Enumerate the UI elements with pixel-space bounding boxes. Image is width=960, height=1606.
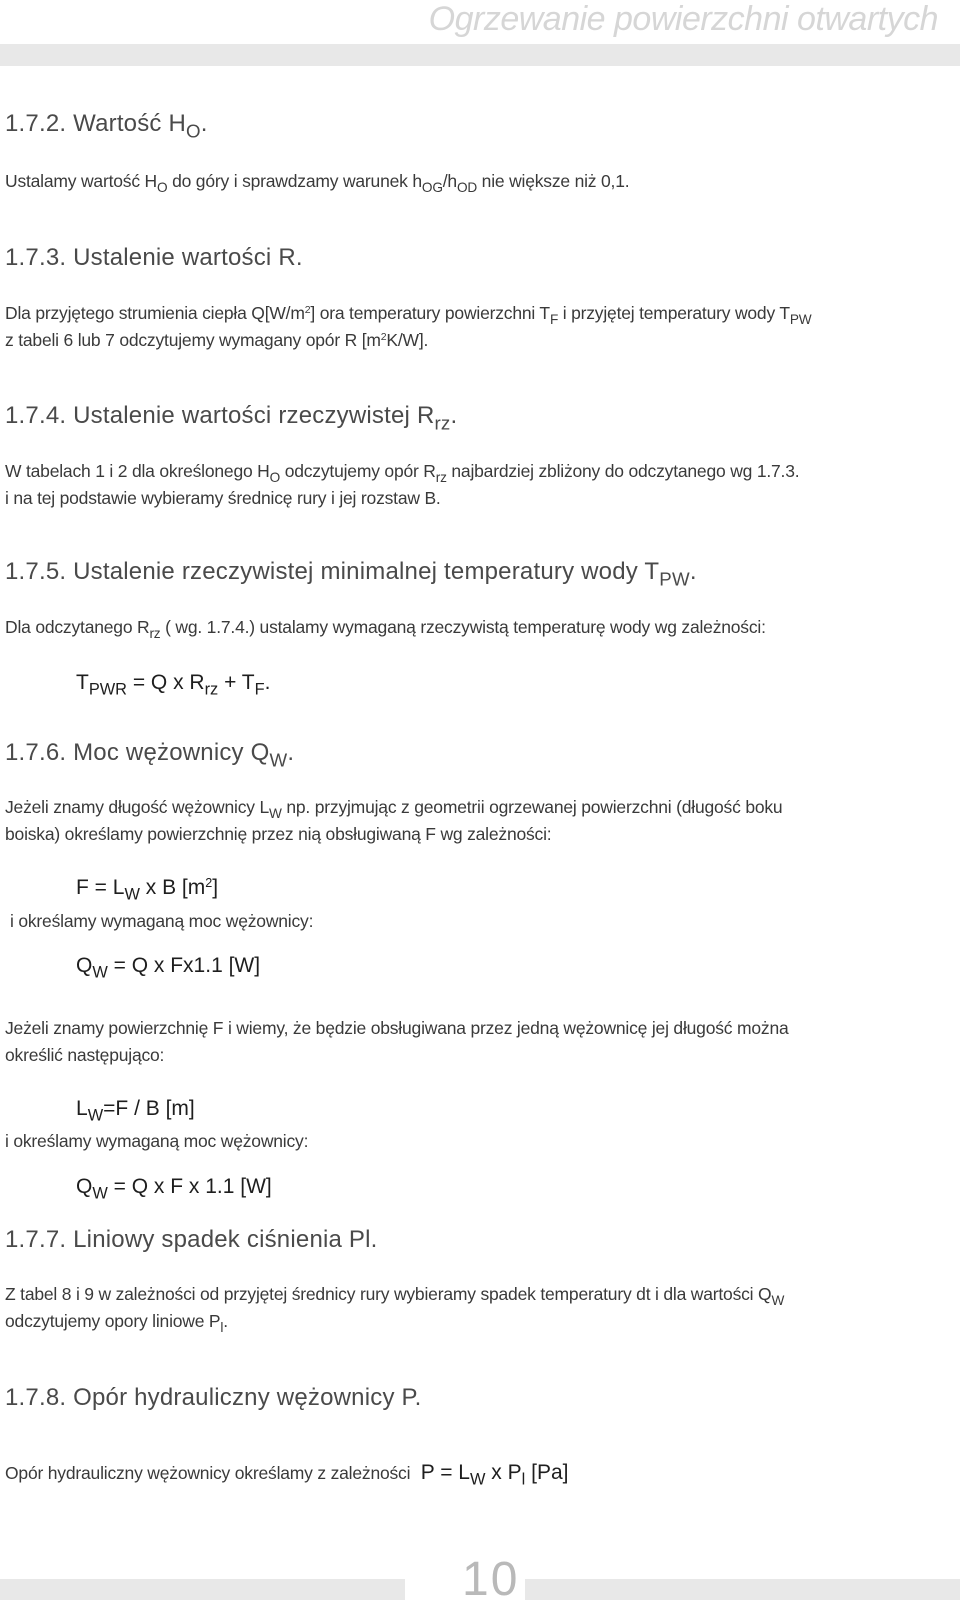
paragraph-1-7-6-b: i określamy wymaganą moc wężownicy: — [10, 911, 314, 931]
paragraph-1-7-2: Ustalamy wartość $H_O$ do góry i sprawdzamy warunek $h_{OG}/h_{OD}$ nie większe niż 0,1. — [5, 171, 630, 195]
heading-1-7-4: 1.7.4. Ustalenie wartości rzeczywistej $R_{rz}$. — [5, 402, 458, 434]
paragraph-line: i na tej podstawie wybieramy średnicę rury i jej rozstaw B. — [5, 488, 441, 508]
paragraph-line: Jeżeli znamy długość wężownicy $L_W$ np. przyjmując z geometrii ogrzewanej powierzchni (długość boku — [5, 797, 783, 821]
paragraph-line: z tabeli 6 lub 7 odczytujemy wymagany opór R $[m^2K/W]$. — [5, 330, 429, 350]
formula-f: $F = L_W$ x B $[m^2]$ — [76, 876, 219, 904]
footer-bar-right — [525, 1579, 960, 1600]
formula-tpwr: $T_{PWR} = Q$ x $R_{rz} + T_F$. — [76, 671, 271, 699]
heading-1-7-3: 1.7.3. Ustalenie wartości R. — [5, 244, 303, 271]
formula-qw-1: $Q_W = Q$ x Fx1.1 [W] — [76, 954, 261, 982]
paragraph-line: Z tabel 8 i 9 w zależności od przyjętej średnicy rury wybieramy spadek temperatury dt i dla wartości $Q_W$ — [5, 1284, 785, 1308]
paragraph-line: odczytujemy opory liniowe $P_l$. — [5, 1311, 228, 1335]
header-bar — [0, 44, 960, 66]
formula-lw: $L_W=F / B$ [m] — [76, 1097, 195, 1125]
paragraph-1-7-8: Opór hydrauliczny wężownicy określamy z zależności $P = L_W$ x $P_l$ [Pa] — [5, 1461, 569, 1489]
heading-1-7-7: 1.7.7. Liniowy spadek ciśnienia Pl. — [5, 1226, 378, 1253]
paragraph-1-7-7 — [5, 1281, 952, 1335]
heading-1-7-2: 1.7.2. Wartość $H_O$. — [5, 110, 208, 142]
paragraph-1-7-6-c — [5, 1015, 952, 1069]
formula-p: $P = L_W$ x $P_l$ [Pa] — [420, 1461, 569, 1489]
paragraph-1-7-4 — [5, 458, 952, 512]
running-header-title: Ogrzewanie powierzchni otwartych — [428, 0, 938, 38]
paragraph-line: W tabelach 1 i 2 dla określonego $H_O$ odczytujemy opór $R_{rz}$ najbardziej zbliżony do odczytanego wg 1.7.3. — [5, 461, 800, 485]
heading-1-7-8: 1.7.8. Opór hydrauliczny wężownicy P. — [5, 1384, 422, 1411]
paragraph-line: określić następująco: — [5, 1045, 165, 1065]
paragraph-1-7-6-d: i określamy wymaganą moc wężownicy: — [5, 1131, 309, 1151]
heading-1-7-5: 1.7.5. Ustalenie rzeczywistej minimalnej temperatury wody $T_{PW}$. — [5, 558, 697, 590]
paragraph-line: Jeżeli znamy powierzchnię F i wiemy, że będzie obsługiwana przez jedną wężownicę jej długość można — [5, 1018, 789, 1038]
paragraph-1-7-3 — [5, 300, 952, 354]
paragraph-1-7-5: Dla odczytanego $R_{rz}$ ( wg. 1.7.4.) ustalamy wymaganą rzeczywistą temperaturę wody wg zależności: — [5, 617, 766, 641]
formula-qw-2: $Q_W = Q$ x F x 1.1 [W] — [76, 1175, 272, 1203]
paragraph-line: Dla przyjętego strumienia ciepła $Q[W/m^2]$ ora temperatury powierzchni $T_F$ i przyjętej temperatury wody $T_{PW}$ — [5, 303, 812, 327]
heading-1-7-6: 1.7.6. Moc wężownicy $Q_W$. — [5, 739, 295, 771]
page-number: 10 — [462, 1553, 520, 1606]
footer-bar-left — [0, 1579, 405, 1600]
paragraph-line: boiska) określamy powierzchnię przez nią obsługiwaną F wg zależności: — [5, 824, 552, 844]
paragraph-1-7-6-a — [5, 794, 952, 848]
